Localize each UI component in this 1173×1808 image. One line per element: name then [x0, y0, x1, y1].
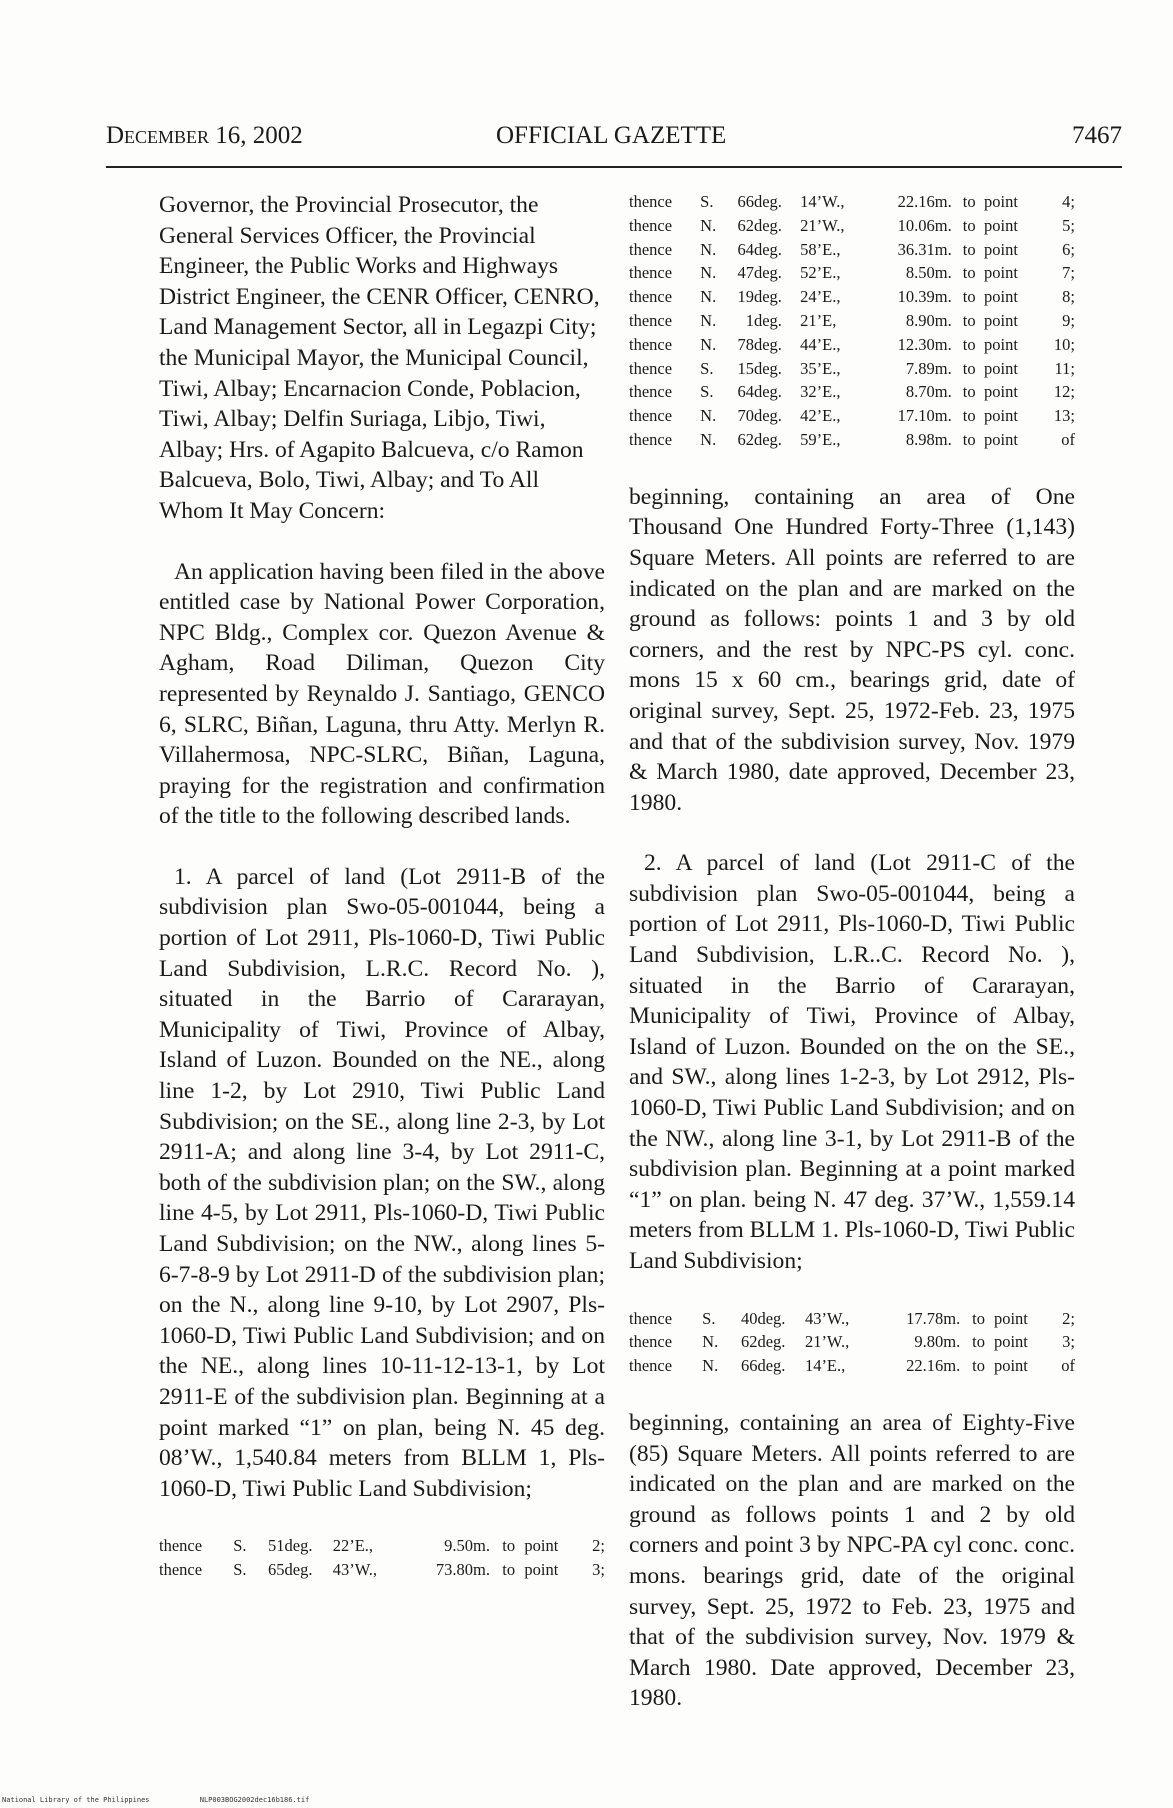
bearing-dist-cell: 10.06: [897, 215, 935, 235]
bearing-row: [629, 261, 1075, 285]
bearing-min-cell: 44’E.,: [800, 334, 841, 354]
bearing-dir-cell: N.: [700, 263, 717, 283]
bearing-deg-cell: 1: [745, 310, 754, 330]
bearing-dist-cell: 36.31: [897, 239, 935, 259]
bearing-to-cell: to: [962, 263, 976, 283]
bearing-deg-cell: 19: [737, 287, 754, 307]
addressees-paragraph: Governor, the Provincial Prosecutor, the General Services Officer, the Provincial Engineer, the Public Works and Highways District Engineer, the CENR Officer, CENRO, Land Management Sector, all in Legazpi City; the Municipal Mayor, the Municipal Council, Tiwi, Albay; Encarnacion Conde, Poblacion, Tiwi, Albay; Delfin Suriaga, Libjo, Tiwi, Albay; Hrs. of Agapito Balcueva, c/o Ramon Balcueva, Bolo, Tiwi, Albay; and To All Whom It May Concern:: [159, 192, 600, 524]
bearing-deg-cell: 62: [740, 1332, 758, 1352]
bearing-to-cell: to: [972, 1332, 985, 1352]
bearing-row: [629, 214, 1075, 238]
parcel-1-paragraph: 1. A parcel of land (Lot 2911-B of the subdivision plan Swo-05-001044, being a portion of Lot 2911, Pls-1060-D, Tiwi Public Land Subdivision, L.R.C. Record No. ), situated in the Barrio of Cararayan, Municipality of Tiwi, Province of Albay, Island of Luzon. Bounded on the NE., along line 1-2, by Lot 2910, Tiwi Public Land Subdivision; on the SE., along line 2-3, by Lot 2911-A; and along line 3-4, by Lot 2911-C, both of the subdivision plan; on the SW., along line 4-5, by Lot 2911, Pls-1060-D, Tiwi Public Land Subdivision; on the NW., along lines 5-6-7-8-9 by Lot 2911-D of the subdivision plan; on the N., along line 9-10, by Lot 2907, Pls-1060-D, Tiwi Public Land Subdivision; and on the NE., along lines 10-11-12-13-1, by Lot 2911-E of the subdivision plan. Beginning at a point marked “1” on plan, being N. 45 deg. 08’W., 1,540.84 meters from BLLM 1, Pls-1060-D, Tiwi Public Land Subdivision;: [159, 863, 605, 1502]
parcel-2-paragraph: 2. A parcel of land (Lot 2911-C of the subdivision plan Swo-05-001044, being a portion of Lot 2911, Pls-1060-D, Tiwi Public Land Subdivision, L.R..C. Record No. ), situated in the Barrio of Cararayan, Municipality of Tiwi, Province of Albay, Island of Luzon. Bounded on the on the SE., and SW., along lines 1-2-3, by Lot 2912, Pls-1060-D, Tiwi Public Land Subdivision; and on the NW., along line 3-1, by Lot 2911-B of the subdivision plan. Beginning at a point marked “1” on plan. being N. 47 deg. 37’W., 1,559.14 meters from BLLM 1. Pls-1060-D, Tiwi Public Land Subdivision;: [629, 850, 1075, 1275]
bearing-dist-cell: 22.16: [906, 1356, 944, 1376]
bearing-w-cell: thence: [629, 263, 673, 283]
bearing-deg-cell: 62: [737, 429, 754, 449]
bearing-row: [629, 190, 1075, 214]
bearing-row: [159, 1534, 605, 1558]
bearing-m-cell: m.: [943, 1308, 961, 1328]
bearing-min-cell: 43’W.,: [804, 1308, 850, 1328]
bearing-deg-cell: 47: [737, 263, 754, 283]
bearing-u-cell: deg.: [284, 1536, 313, 1556]
bearing-dir-cell: S.: [233, 1536, 247, 1556]
bearing-deg-cell: 78: [737, 334, 754, 354]
bearing-m-cell: m.: [473, 1560, 490, 1580]
bearing-m-cell: m.: [934, 192, 952, 211]
bearing-u-cell: deg.: [753, 358, 782, 378]
bearing-pt-cell: point: [984, 334, 1018, 354]
bearing-num-cell: 3;: [1062, 1332, 1075, 1352]
bearing-m-cell: m.: [473, 1536, 490, 1556]
bearing-u-cell: deg.: [753, 382, 782, 402]
bearing-m-cell: m.: [934, 239, 952, 259]
bearing-deg-cell: 66: [740, 1356, 758, 1376]
bearing-w-cell: thence: [629, 192, 673, 211]
bearing-num-cell: 2;: [1062, 1308, 1075, 1328]
bearing-m-cell: m.: [934, 263, 952, 283]
bearing-num-cell: 13;: [1053, 406, 1075, 426]
bearing-u-cell: deg.: [753, 429, 782, 449]
bearing-to-cell: to: [962, 239, 976, 259]
bearing-min-cell: 35’E.,: [800, 358, 841, 378]
bearing-row: [629, 1307, 1075, 1331]
bearing-u-cell: deg.: [753, 215, 782, 235]
bearing-num-cell: 12;: [1053, 382, 1075, 402]
bearing-m-cell: m.: [934, 310, 952, 330]
bearing-to-cell: to: [962, 358, 976, 378]
bearing-min-cell: 52’E.,: [800, 263, 841, 283]
bearing-w-cell: thence: [629, 334, 673, 354]
bearing-w-cell: thence: [629, 1308, 673, 1328]
bearing-pt-cell: point: [984, 358, 1018, 378]
bearing-min-cell: 22’E.,: [332, 1536, 374, 1556]
bearing-to-cell: to: [962, 406, 976, 426]
bearing-u-cell: deg.: [753, 406, 782, 426]
bearing-dist-cell: 22.16: [897, 192, 935, 211]
bearing-pt-cell: point: [993, 1308, 1028, 1328]
right-column: [629, 190, 1075, 1714]
bearing-pt-cell: point: [524, 1560, 559, 1580]
bearing-dir-cell: N.: [700, 310, 717, 330]
bearing-row: [629, 285, 1075, 309]
bearing-dir-cell: N.: [700, 429, 717, 449]
bearing-w-cell: thence: [629, 239, 673, 259]
page-header: [106, 122, 1122, 156]
bearing-row: [629, 333, 1075, 357]
bearing-pt-cell: point: [984, 382, 1018, 402]
publication-title: OFFICIAL GAZETTE: [496, 122, 727, 149]
bearing-pt-cell: point: [984, 215, 1018, 235]
spacer: [159, 527, 605, 557]
bearing-to-cell: to: [502, 1560, 516, 1580]
bearing-deg-cell: 70: [737, 406, 754, 426]
bearing-dist-cell: 12.30: [897, 334, 935, 354]
spacer: [629, 1378, 1075, 1408]
bearing-u-cell: deg.: [753, 239, 782, 259]
parcel-1-bearings-table-b: [629, 190, 1075, 452]
bearing-dist-cell: 73.80: [435, 1560, 473, 1580]
bearing-pt-cell: point: [984, 192, 1018, 211]
scan-footer: [2, 1796, 355, 1804]
library-credit: National Library of the Philippines: [2, 1796, 150, 1804]
bearing-m-cell: m.: [934, 287, 952, 307]
bearing-min-cell: 14’E.,: [804, 1356, 846, 1376]
bearing-num-cell: 7;: [1062, 263, 1075, 283]
bearing-w-cell: thence: [629, 429, 673, 449]
bearing-num-cell: 10;: [1053, 334, 1075, 354]
bearing-min-cell: 58’E.,: [800, 239, 841, 259]
spacer: [629, 452, 1075, 482]
bearing-dir-cell: S.: [700, 358, 714, 378]
bearing-dir-cell: N.: [702, 1332, 719, 1352]
bearing-dist-cell: 7.89: [905, 358, 935, 378]
issue-date: December 16, 2002: [106, 122, 303, 149]
bearing-to-cell: to: [962, 310, 976, 330]
bearing-w-cell: thence: [629, 1356, 673, 1376]
bearing-deg-cell: 62: [737, 215, 754, 235]
bearing-min-cell: 21’E,: [800, 310, 837, 330]
bearing-dist-cell: 8.50: [905, 263, 935, 283]
spacer: [629, 1277, 1075, 1307]
bearing-m-cell: m.: [934, 406, 952, 426]
bearing-num-cell: of: [1061, 429, 1075, 449]
bearing-m-cell: m.: [934, 382, 952, 402]
bearing-dist-cell: 8.98: [905, 429, 935, 449]
bearing-m-cell: m.: [934, 358, 952, 378]
bearing-pt-cell: point: [984, 239, 1018, 259]
bearing-num-cell: 3;: [592, 1560, 605, 1580]
bearing-row: [629, 1354, 1075, 1378]
spacer: [629, 818, 1075, 848]
bearing-w-cell: thence: [629, 310, 673, 330]
bearing-to-cell: to: [972, 1308, 985, 1328]
spacer: [159, 832, 605, 862]
bearing-deg-cell: 51: [268, 1536, 285, 1556]
bearing-num-cell: 2;: [592, 1536, 605, 1556]
parcel-2-bearings-table: [629, 1307, 1075, 1378]
bearing-min-cell: 24’E.,: [800, 287, 841, 307]
bearing-w-cell: thence: [629, 287, 673, 307]
bearing-row: [629, 428, 1075, 452]
bearing-num-cell: 4;: [1062, 192, 1075, 211]
bearing-m-cell: m.: [943, 1356, 961, 1376]
spacer: [159, 1504, 605, 1534]
bearing-dir-cell: N.: [702, 1356, 719, 1376]
bearing-pt-cell: point: [984, 429, 1018, 449]
bearing-pt-cell: point: [984, 406, 1018, 426]
bearing-u-cell: deg.: [757, 1308, 786, 1328]
bearing-dist-cell: 17.10: [897, 406, 935, 426]
bearing-dir-cell: S.: [702, 1308, 716, 1328]
bearing-dir-cell: S.: [700, 192, 714, 211]
bearing-u-cell: deg.: [757, 1356, 786, 1376]
parcel-2-area-paragraph: beginning, containing an area of Eighty-Five (85) Square Meters. All points referred to are indicated on the plan and are marked on the ground as follows points 1 and 2 by old corners and point 3 by NPC-PA cyl conc. conc. mons. bearings grid, date of the original survey, Sept. 25, 1972 to Feb. 23, 1975 and that of the subdivision survey, Nov. 1979 & March 1980. Date approved, December 23, 1980.: [629, 1410, 1075, 1712]
bearing-pt-cell: point: [984, 287, 1018, 307]
bearing-deg-cell: 65: [268, 1560, 285, 1580]
bearing-deg-cell: 64: [737, 382, 754, 402]
bearing-pt-cell: point: [984, 263, 1018, 283]
bearing-w-cell: thence: [159, 1536, 203, 1556]
bearing-w-cell: thence: [629, 358, 673, 378]
bearing-pt-cell: point: [993, 1332, 1028, 1352]
bearing-to-cell: to: [962, 429, 976, 449]
bearing-to-cell: to: [962, 382, 976, 402]
bearing-u-cell: deg.: [753, 334, 782, 354]
bearing-u-cell: deg.: [753, 310, 782, 330]
bearing-min-cell: 14’W.,: [800, 192, 845, 211]
bearing-dir-cell: S.: [233, 1560, 247, 1580]
scan-filename: NLP003BOG2002dec16b186.tif: [199, 1796, 310, 1804]
bearing-dir-cell: N.: [700, 334, 717, 354]
page-number: 7467: [1072, 122, 1122, 149]
bearing-deg-cell: 40: [740, 1308, 758, 1328]
bearing-row: [629, 309, 1075, 333]
bearing-m-cell: m.: [943, 1332, 961, 1352]
bearing-pt-cell: point: [524, 1536, 559, 1556]
bearing-min-cell: 21’W.,: [804, 1332, 850, 1352]
bearing-num-cell: 6;: [1062, 239, 1075, 259]
bearing-dir-cell: N.: [700, 287, 717, 307]
bearing-u-cell: deg.: [753, 192, 782, 211]
bearing-min-cell: 32’E.,: [800, 382, 841, 402]
bearing-row: [629, 238, 1075, 262]
bearing-num-cell: of: [1061, 1356, 1075, 1376]
parcel-1-bearings-table-a: [159, 1534, 605, 1582]
bearing-dir-cell: S.: [700, 382, 714, 402]
header-rule: [106, 166, 1122, 168]
bearing-num-cell: 8;: [1062, 287, 1075, 307]
parcel-1-area-paragraph: beginning, containing an area of One Thousand One Hundred Forty-Three (1,143) Square Meters. All points are referred to are indicated on the plan and are marked on the ground as follows: points 1 and 3 by old corners, and the rest by NPC-PS cyl. conc. mons 15 x 60 cm., bearings grid, date of original survey, Sept. 25, 1972-Feb. 23, 1975 and that of the subdivision survey, Nov. 1979 & March 1980, date approved, December 23, 1980.: [629, 483, 1075, 816]
bearing-row: [159, 1558, 605, 1582]
bearing-dist-cell: 8.90: [905, 310, 935, 330]
bearing-deg-cell: 15: [737, 358, 754, 378]
bearing-dist-cell: 9.80: [914, 1332, 944, 1352]
bearing-w-cell: thence: [159, 1560, 203, 1580]
bearing-u-cell: deg.: [757, 1332, 786, 1352]
bearing-w-cell: thence: [629, 1332, 673, 1352]
bearing-m-cell: m.: [934, 215, 952, 235]
bearing-row: [629, 357, 1075, 381]
application-paragraph: An application having been filed in the above entitled case by National Power Corporation, NPC Bldg., Complex cor. Quezon Avenue & Agham, Road Diliman, Quezon City represented by Reynaldo J. Santiago, GENCO 6, SLRC, Biñan, Laguna, thru Atty. Merlyn R. Villahermosa, NPC-SLRC, Biñan, Laguna, praying for the registration and confirmation of the title to the following described lands.: [159, 558, 605, 830]
bearing-to-cell: to: [972, 1356, 985, 1376]
bearing-u-cell: deg.: [753, 263, 782, 283]
bearing-pt-cell: point: [984, 310, 1018, 330]
bearing-to-cell: to: [962, 287, 976, 307]
bearing-min-cell: 21’W.,: [800, 215, 845, 235]
bearing-row: [629, 380, 1075, 404]
bearing-w-cell: thence: [629, 215, 673, 235]
bearing-min-cell: 59’E.,: [800, 429, 841, 449]
bearing-dist-cell: 17.78: [906, 1308, 944, 1328]
bearing-deg-cell: 64: [737, 239, 754, 259]
bearing-dist-cell: 8.70: [905, 382, 935, 402]
bearing-m-cell: m.: [934, 429, 952, 449]
bearing-min-cell: 42’E.,: [800, 406, 841, 426]
bearing-num-cell: 11;: [1054, 358, 1075, 378]
bearing-num-cell: 5;: [1062, 215, 1075, 235]
left-column: [159, 190, 605, 1582]
bearing-w-cell: thence: [629, 382, 673, 402]
bearing-row: [629, 1330, 1075, 1354]
bearing-u-cell: deg.: [753, 287, 782, 307]
bearing-min-cell: 43’W.,: [332, 1560, 378, 1580]
bearing-u-cell: deg.: [284, 1560, 313, 1580]
bearing-to-cell: to: [962, 334, 976, 354]
bearing-row: [629, 404, 1075, 428]
bearing-dist-cell: 9.50: [444, 1536, 473, 1556]
bearing-to-cell: to: [502, 1536, 516, 1556]
bearing-m-cell: m.: [934, 334, 952, 354]
bearing-pt-cell: point: [993, 1356, 1028, 1376]
bearing-dir-cell: N.: [700, 239, 717, 259]
bearing-to-cell: to: [962, 192, 976, 211]
bearing-num-cell: 9;: [1062, 310, 1075, 330]
bearing-dir-cell: N.: [700, 215, 717, 235]
bearing-deg-cell: 66: [737, 192, 754, 211]
bearing-dist-cell: 10.39: [897, 287, 935, 307]
bearing-w-cell: thence: [629, 406, 673, 426]
bearing-dir-cell: N.: [700, 406, 717, 426]
bearing-to-cell: to: [962, 215, 976, 235]
